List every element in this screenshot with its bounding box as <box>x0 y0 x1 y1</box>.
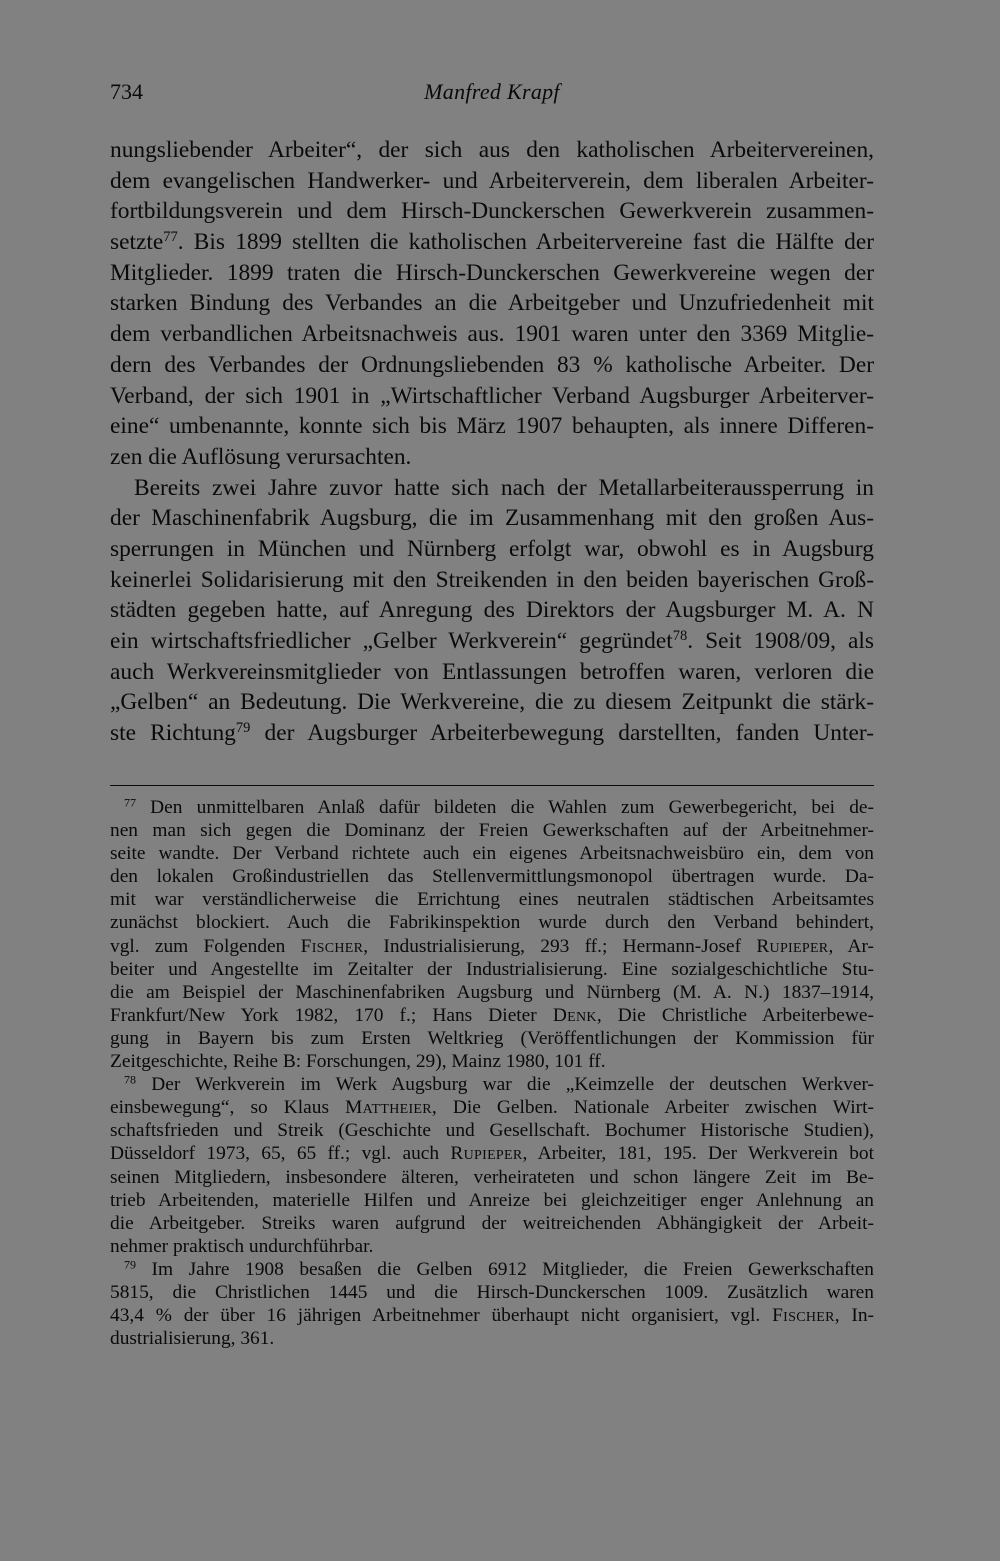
text-run: , In- <box>834 1305 874 1327</box>
footnote-line: die am Beispiel der Maschinenfabriken Augsburg und Nürnberg (M. A. N.) 1837–1914, <box>110 981 874 1003</box>
author-name: Denk <box>552 1004 597 1026</box>
text-run: Frankfurt/New York 1982, 170 f.; Hans Dieter <box>110 1004 553 1026</box>
body-line: der Maschinenfabrik Augsburg, die im Zusammenhang mit den großen Aus- <box>110 505 874 532</box>
author-name: Fischer <box>772 1305 835 1327</box>
footnote-ref: 78 <box>672 628 688 645</box>
text-run: ste Richtung <box>110 720 236 747</box>
body-line: „Gelben“ an Bedeutung. Die Werkvereine, die zu diesem Zeitpunkt die stärk- <box>110 689 874 716</box>
body-line: Mitglieder. 1899 traten die Hirsch-Dunckerschen Gewerkvereine wegen der <box>110 259 874 286</box>
body-line: starken Bindung des Verbandes an die Arbeitgeber und Unzufriedenheit mit <box>110 290 874 317</box>
footnote-line: Zeitgeschichte, Reihe B: Forschungen, 29), Mainz 1980, 101 ff. <box>110 1051 606 1073</box>
footnote-line: seinen Mitgliedern, insbesondere älteren, verheirateten und schon längere Zeit im Be- <box>110 1166 874 1188</box>
body-line: auch Werkvereinsmitglieder von Entlassungen betroffen waren, verloren die <box>110 658 874 685</box>
body-line: dem verbandlichen Arbeitsnachweis aus. 1901 waren unter den 3369 Mitglie- <box>110 321 874 348</box>
body-line: Bereits zwei Jahre zuvor hatte sich nach der Metallarbeiteraussperrung in <box>134 474 874 501</box>
footnote-line: gung in Bayern bis zum Ersten Weltkrieg (Veröffentlichungen der Kommission für <box>110 1027 874 1049</box>
body-line: dern des Verbandes der Ordnungsliebenden 83 % katholische Arbeiter. Der <box>110 351 874 378</box>
text-run: Düsseldorf 1973, 65, 65 ff.; vgl. auch <box>110 1143 451 1165</box>
text-run: . Bis 1899 stellten die katholischen Arbeitervereine fast die Hälfte der <box>177 229 874 256</box>
footnote-marker: 79 <box>124 1257 137 1272</box>
text-run: , Industrialisierung, 293 ff.; Hermann-Josef <box>363 935 757 957</box>
running-head <box>110 76 874 108</box>
author-name: Fischer <box>300 935 364 957</box>
body-line: dem evangelischen Handwerker- und Arbeiterverein, dem liberalen Arbeiter- <box>110 167 874 194</box>
body-line: eine“ umbenannte, konnte sich bis März 1907 behaupten, als innere Differen- <box>110 413 874 440</box>
footnote-marker: 78 <box>124 1072 137 1087</box>
footnote-line <box>110 1142 874 1165</box>
text-run: einsbewegung“, so Klaus <box>110 1097 346 1119</box>
footnote-line: beiter und Angestellte im Zeitalter der Industrialisierung. Eine sozialgeschichtliche Stu- <box>110 958 874 980</box>
text-run: vgl. zum Folgenden <box>110 935 301 957</box>
body-line: fortbildungsverein und dem Hirsch-Dunckerschen Gewerkverein zusammen- <box>110 198 874 225</box>
page-number: 734 <box>110 79 143 104</box>
body-text <box>110 135 874 749</box>
footnote-line <box>110 1004 874 1027</box>
body-line: nungsliebender Arbeiter“, der sich aus den katholischen Arbeitervereinen, <box>110 137 874 163</box>
footnote-line <box>110 1096 874 1119</box>
footnote-line: seite wandte. Der Verband richtete auch ein eigenes Arbeitsnachweisbüro ein, dem von <box>110 843 874 865</box>
text-run: der Augsburger Arbeiterbewegung darstellten, fanden Unter- <box>250 720 874 747</box>
text-run: 43,4 % der über 16 jährigen Arbeitnehmer überhaupt nicht organisiert, vgl. <box>110 1305 773 1327</box>
text-run: Den unmittelbaren Anlaß dafür bildeten die Wahlen zum Gewerbegericht, bei de- <box>136 797 874 818</box>
footnote-line <box>110 935 874 958</box>
text-run: , Arbeiter, 181, 195. Der Werkverein bot <box>522 1143 874 1165</box>
footnote-line: zunächst blockiert. Auch die Fabrikinspektion wurde durch den Verband behindert, <box>110 912 874 934</box>
footnote-line: 5815, die Christlichen 1445 und die Hirsch-Dunckerschen 1009. Zusätzlich waren <box>110 1281 874 1303</box>
body-line: städten gegeben hatte, auf Anregung des Direktors der Augsburger M. A. N <box>110 597 874 624</box>
footnote-line <box>110 796 874 819</box>
footnote-marker: 77 <box>124 795 137 810</box>
author-name: Mattheier <box>345 1097 432 1119</box>
footnote-line <box>110 1304 874 1327</box>
running-title: Manfred Krapf <box>424 79 560 104</box>
footnote-line <box>110 1073 874 1096</box>
footnote-line: dustrialisierung, 361. <box>110 1328 275 1350</box>
text-run: Im Jahre 1908 besaßen die Gelben 6912 Mitglieder, die Freien Gewerkschaften <box>136 1258 874 1280</box>
body-line <box>110 227 874 258</box>
text-run: Der Werkverein im Werk Augsburg war die „Keimzelle der deutschen Werkver- <box>136 1074 874 1096</box>
text-run: , Die Gelben. Nationale Arbeiter zwischen Wirt- <box>431 1097 874 1119</box>
footnote-line: trieb Arbeitenden, materielle Hilfen und Anreize bei gleichzeitiger enger Anlehnung an <box>110 1189 874 1211</box>
text-run: . Seit 1908/09, als <box>687 628 874 654</box>
body-line: zen die Auflösung verursachten. <box>110 443 412 470</box>
footnote-ref: 77 <box>163 229 178 246</box>
text-run: , Die Christliche Arbeiterbewe- <box>596 1004 874 1026</box>
footnote-ref: 79 <box>235 720 251 737</box>
footnotes <box>110 796 874 1350</box>
footnote-line: nen man sich gegen die Dominanz der Freien Gewerkschaften auf der Arbeitnehmer- <box>110 820 874 842</box>
body-line <box>110 718 874 749</box>
body-line: Verband, der sich 1901 in „Wirtschaftlicher Verband Augsburger Arbeiterver- <box>110 382 874 409</box>
body-line: keinerlei Solidarisierung mit den Streikenden in den beiden bayerischen Groß- <box>110 566 874 593</box>
text-run: setzte <box>110 229 164 256</box>
footnote-line: mit war verständlicherweise die Errichtung eines neutralen städtischen Arbeitsamtes <box>110 889 874 911</box>
footnote-rule <box>110 785 874 786</box>
text-run: , Ar- <box>828 935 875 957</box>
footnote-line: die Arbeitgeber. Streiks waren aufgrund der weitreichenden Abhängigkeit der Arbeit- <box>110 1212 874 1234</box>
author-name: Rupieper <box>450 1143 523 1165</box>
text-run: ein wirtschaftsfriedlicher „Gelber Werkverein“ gegründet <box>110 628 673 654</box>
footnote-line: nehmer praktisch undurchführbar. <box>110 1235 374 1257</box>
footnote-line: schaftsfrieden und Streik (Geschichte und Gesellschaft. Bochumer Historische Studien), <box>110 1120 874 1142</box>
footnote-line: den lokalen Großindustriellen das Stellenvermittlungsmonopol übertragen wurde. Da- <box>110 866 874 888</box>
body-line: sperrungen in München und Nürnberg erfolgt war, obwohl es in Augsburg <box>110 535 874 562</box>
author-name: Rupieper <box>756 935 829 957</box>
body-line <box>110 626 874 657</box>
footnote-line <box>110 1258 874 1281</box>
